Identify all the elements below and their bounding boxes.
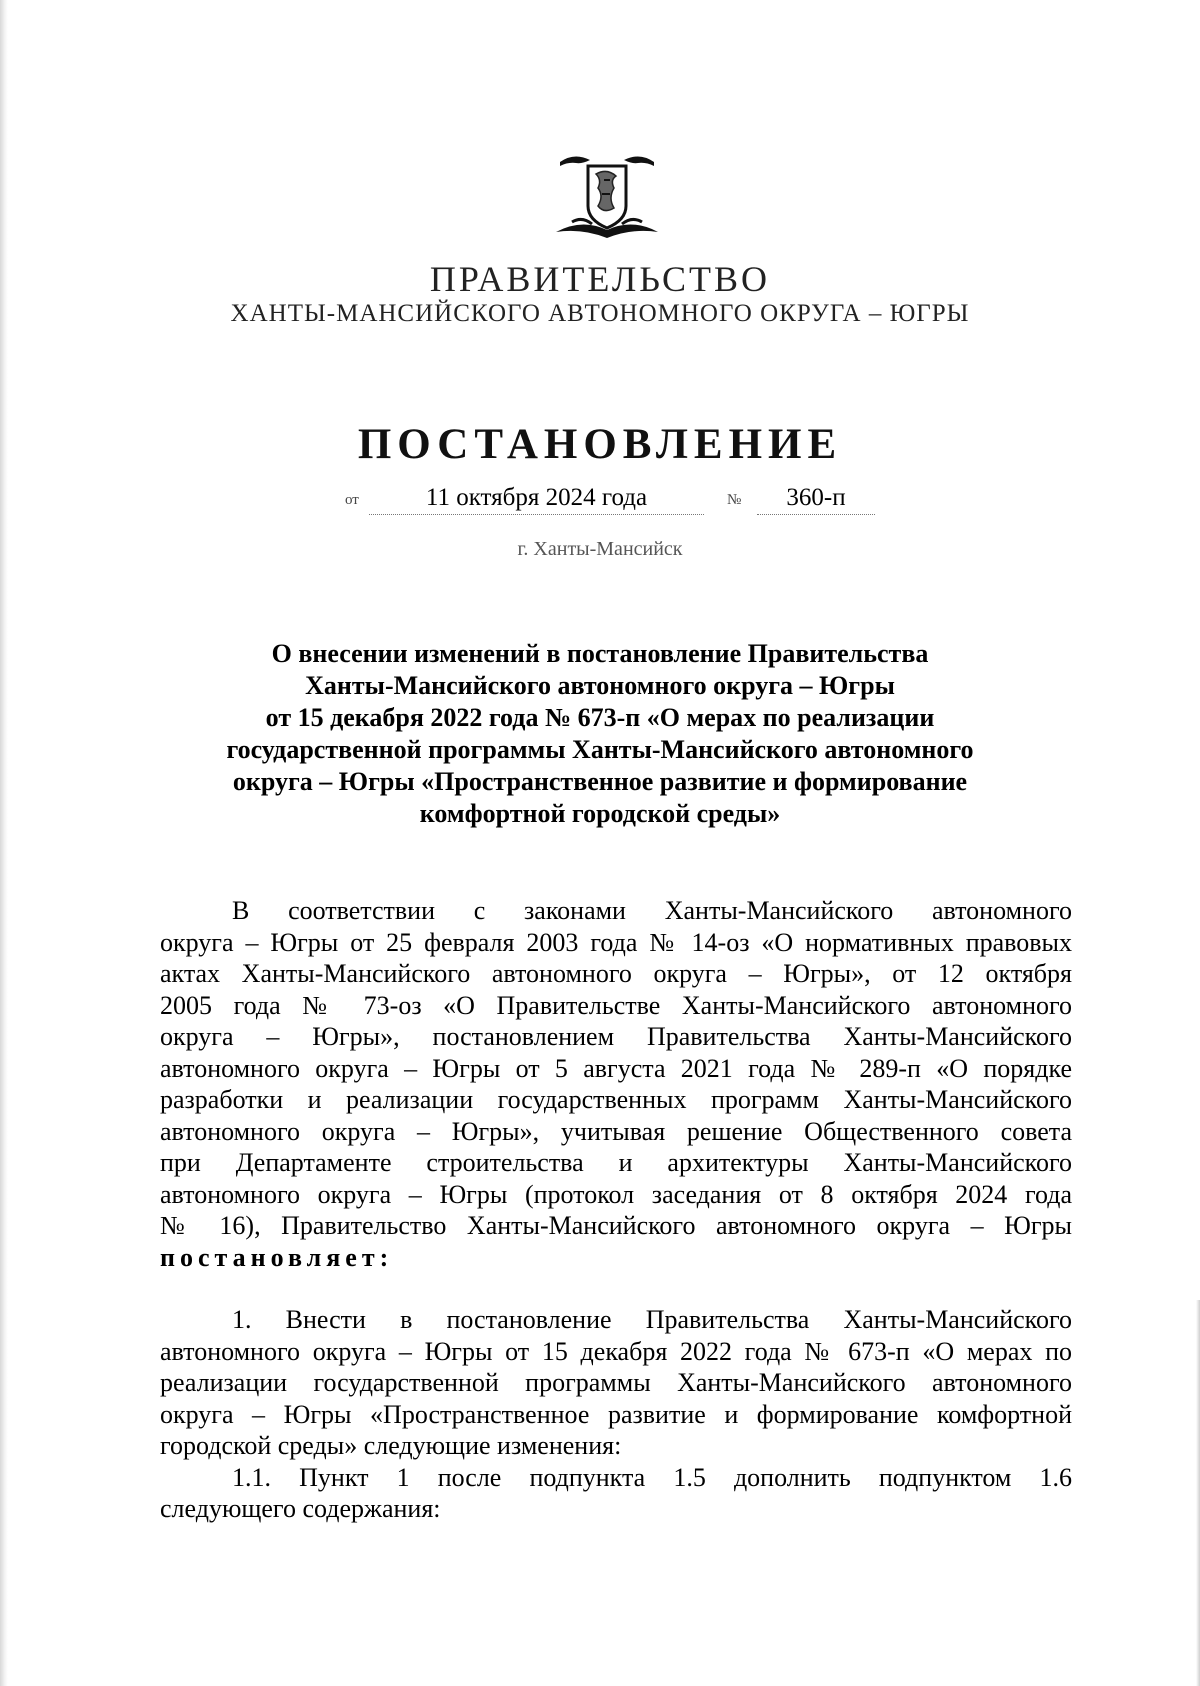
item-1-line: автономного округа – Югры от 15 декабря 2022 года № 673-п «О мерах по <box>160 1336 1072 1366</box>
preamble-line: № 16), Правительство Ханты-Мансийского автономного округа – Югры <box>160 1211 1072 1240</box>
document-date: 11 октября 2024 года <box>369 484 704 515</box>
coat-of-arms-emblem <box>552 150 662 242</box>
scan-edge-left <box>0 0 8 1686</box>
item-1-1-line: следующего содержания: <box>160 1494 441 1523</box>
heading-line: округа – Югры «Пространственное развитие и формирование <box>232 767 968 796</box>
document-number: 360-п <box>757 484 875 515</box>
preamble-line: разработки и реализации государственных программ Ханты-Мансийского <box>160 1085 1072 1114</box>
item-1-line: 1. Внести в постановление Правительства Ханты-Мансийского <box>232 1305 1072 1334</box>
heading-line: государственной программы Ханты-Мансийского автономного <box>226 735 974 764</box>
item-1-paragraph <box>160 1304 1072 1462</box>
heading-line: комфортной городской среды» <box>419 799 781 828</box>
preamble-line: округа – Югры от 25 февраля 2003 года № 14-оз «О нормативных правовых <box>160 927 1072 957</box>
city: г. Ханты-Мансийск <box>517 538 683 560</box>
preamble-line: при Департаменте строительства и архитектуры Ханты-Мансийского <box>160 1148 1072 1177</box>
preamble-line: В соответствии с законами Ханты-Мансийского автономного <box>232 896 1072 925</box>
item-1-line: реализации государственной программы Ханты-Мансийского автономного <box>160 1368 1072 1397</box>
heading-line: от 15 декабря 2022 года № 673-п «О мерах по реализации <box>265 703 935 732</box>
item-1-line: городской среды» следующие изменения: <box>160 1431 622 1460</box>
item-1-line: округа – Югры «Пространственное развитие и формирование комфортной <box>160 1399 1072 1429</box>
document-body <box>160 895 1072 1525</box>
document-type: ПОСТАНОВЛЕНИЕ <box>357 421 843 468</box>
heading-line: Ханты-Мансийского автономного округа – Югры <box>305 671 895 700</box>
government-title: ПРАВИТЕЛЬСТВО <box>429 259 771 299</box>
number-prefix: № <box>727 492 742 508</box>
preamble-line: автономного округа – Югры (протокол заседания от 8 октября 2024 года <box>160 1179 1072 1209</box>
scan-edge-right <box>1196 1300 1200 1686</box>
preamble-paragraph <box>160 895 1072 1273</box>
item-1-1-paragraph <box>160 1462 1072 1525</box>
government-subtitle: ХАНТЫ-МАНСИЙСКОГО АВТОНОМНОГО ОКРУГА – ЮГРЫ <box>230 300 970 327</box>
date-number-row <box>345 484 875 518</box>
preamble-line: автономного округа – Югры», учитывая решение Общественного совета <box>160 1116 1072 1146</box>
date-prefix: от <box>345 492 359 508</box>
item-1-1-line: 1.1. Пункт 1 после подпункта 1.5 дополнить подпунктом 1.6 <box>232 1462 1072 1492</box>
preamble-line: округа – Югры», постановлением Правительства Ханты-Мансийского <box>160 1022 1072 1051</box>
resolves-word: постановляет: <box>160 1242 394 1272</box>
preamble-line: актах Ханты-Мансийского автономного округа – Югры», от 12 октября <box>160 959 1072 988</box>
preamble-line: 2005 года № 73-оз «О Правительстве Ханты-Мансийского автономного <box>160 990 1072 1020</box>
paragraph-gap <box>160 1273 1072 1304</box>
document-heading <box>160 638 1040 830</box>
preamble-line: автономного округа – Югры от 5 августа 2021 года № 289-п «О порядке <box>160 1053 1072 1083</box>
heading-line: О внесении изменений в постановление Правительства <box>271 639 929 668</box>
